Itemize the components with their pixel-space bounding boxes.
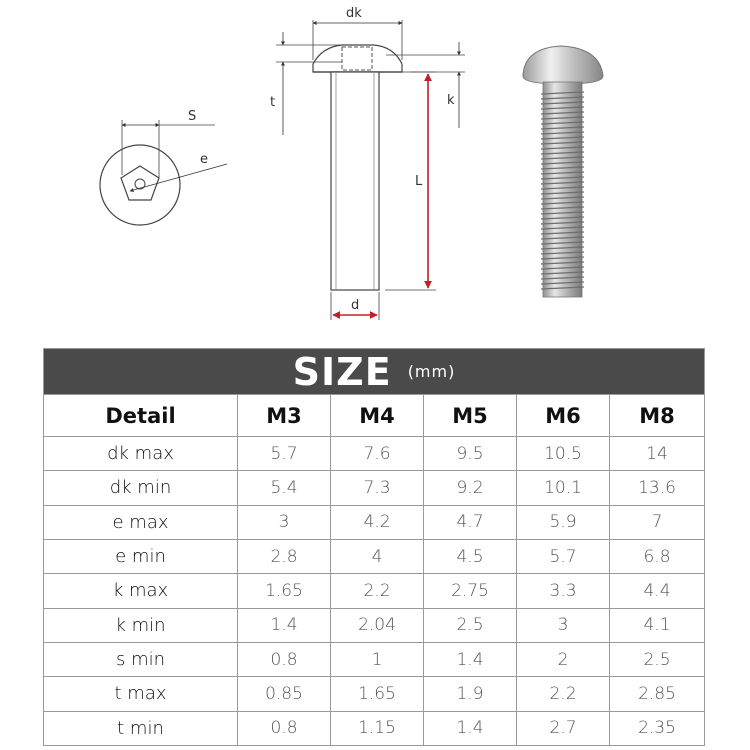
table-cell: 7 — [610, 505, 705, 539]
s-dimension-label: S — [188, 109, 197, 124]
table-cell: 2 — [517, 642, 610, 676]
table-cell: 2.35 — [610, 711, 705, 745]
t-dimension-label: t — [270, 95, 276, 110]
table-cell: 5.9 — [517, 505, 610, 539]
table-unit: (mm) — [407, 362, 456, 382]
table-header-row — [44, 395, 705, 436]
table-row — [44, 436, 705, 470]
table-cell: 6.8 — [610, 539, 705, 573]
table-row — [44, 677, 705, 711]
table-cell: 0.8 — [238, 711, 331, 745]
header-m3: M3 — [238, 395, 331, 436]
head-end-view — [100, 120, 227, 225]
table-cell: 9.2 — [424, 471, 517, 505]
row-label: s min — [44, 642, 238, 676]
table-title: SIZE — [292, 349, 392, 394]
table-cell: 2.7 — [517, 711, 610, 745]
table-cell: 3 — [238, 505, 331, 539]
table-cell: 9.5 — [424, 436, 517, 470]
table-cell: 1.4 — [238, 608, 331, 642]
table-row — [44, 539, 705, 573]
table-cell: 4.2 — [331, 505, 424, 539]
table-cell: 2.2 — [517, 677, 610, 711]
row-label: k max — [44, 574, 238, 608]
e-dimension-label: e — [200, 152, 208, 167]
table-cell: 4.7 — [424, 505, 517, 539]
screw-photo — [523, 46, 603, 297]
table-cell: 2.85 — [610, 677, 705, 711]
table-title-row — [44, 349, 705, 395]
table-cell: 10.5 — [517, 436, 610, 470]
row-label: t min — [44, 711, 238, 745]
table-cell: 5.7 — [517, 539, 610, 573]
row-label: e max — [44, 505, 238, 539]
table-cell: 1.15 — [331, 711, 424, 745]
table-cell: 4.5 — [424, 539, 517, 573]
row-label: dk max — [44, 436, 238, 470]
k-dimension-label: k — [447, 93, 455, 108]
table-cell: 14 — [610, 436, 705, 470]
row-label: e min — [44, 539, 238, 573]
header-detail: Detail — [44, 395, 238, 436]
table-cell: 4 — [331, 539, 424, 573]
table-cell: 1.9 — [424, 677, 517, 711]
table-row — [44, 608, 705, 642]
table-cell: 2.8 — [238, 539, 331, 573]
row-label: t max — [44, 677, 238, 711]
table-cell: 0.8 — [238, 642, 331, 676]
table-cell: 3.3 — [517, 574, 610, 608]
table-cell: 1.65 — [238, 574, 331, 608]
table-row — [44, 711, 705, 745]
table-cell: 2.75 — [424, 574, 517, 608]
table-cell: 1 — [331, 642, 424, 676]
length-dimension-label: L — [415, 174, 423, 189]
table-cell: 3 — [517, 608, 610, 642]
table-cell: 13.6 — [610, 471, 705, 505]
header-m8: M8 — [610, 395, 705, 436]
table-cell: 4.1 — [610, 608, 705, 642]
row-label: dk min — [44, 471, 238, 505]
table-cell: 1.4 — [424, 711, 517, 745]
table-cell: 2.2 — [331, 574, 424, 608]
table-cell: 2.04 — [331, 608, 424, 642]
header-m6: M6 — [517, 395, 610, 436]
table-cell: 5.7 — [238, 436, 331, 470]
header-m4: M4 — [331, 395, 424, 436]
table-cell: 7.3 — [331, 471, 424, 505]
table-cell: 2.5 — [610, 642, 705, 676]
screw-technical-drawing — [0, 0, 750, 340]
dk-dimension-label: dk — [346, 6, 362, 21]
table-cell: 7.6 — [331, 436, 424, 470]
header-m5: M5 — [424, 395, 517, 436]
row-label: k min — [44, 608, 238, 642]
table-cell: 2.5 — [424, 608, 517, 642]
table-cell: 4.4 — [610, 574, 705, 608]
table-cell: 1.4 — [424, 642, 517, 676]
size-table — [43, 348, 705, 746]
diameter-dimension-label: d — [351, 298, 360, 313]
table-row — [44, 642, 705, 676]
table-row — [44, 574, 705, 608]
table-cell: 0.85 — [238, 677, 331, 711]
table-cell: 5.4 — [238, 471, 331, 505]
table-cell: 10.1 — [517, 471, 610, 505]
table-cell: 1.65 — [331, 677, 424, 711]
screw-side-view — [276, 20, 465, 320]
table-row — [44, 471, 705, 505]
table-row — [44, 505, 705, 539]
